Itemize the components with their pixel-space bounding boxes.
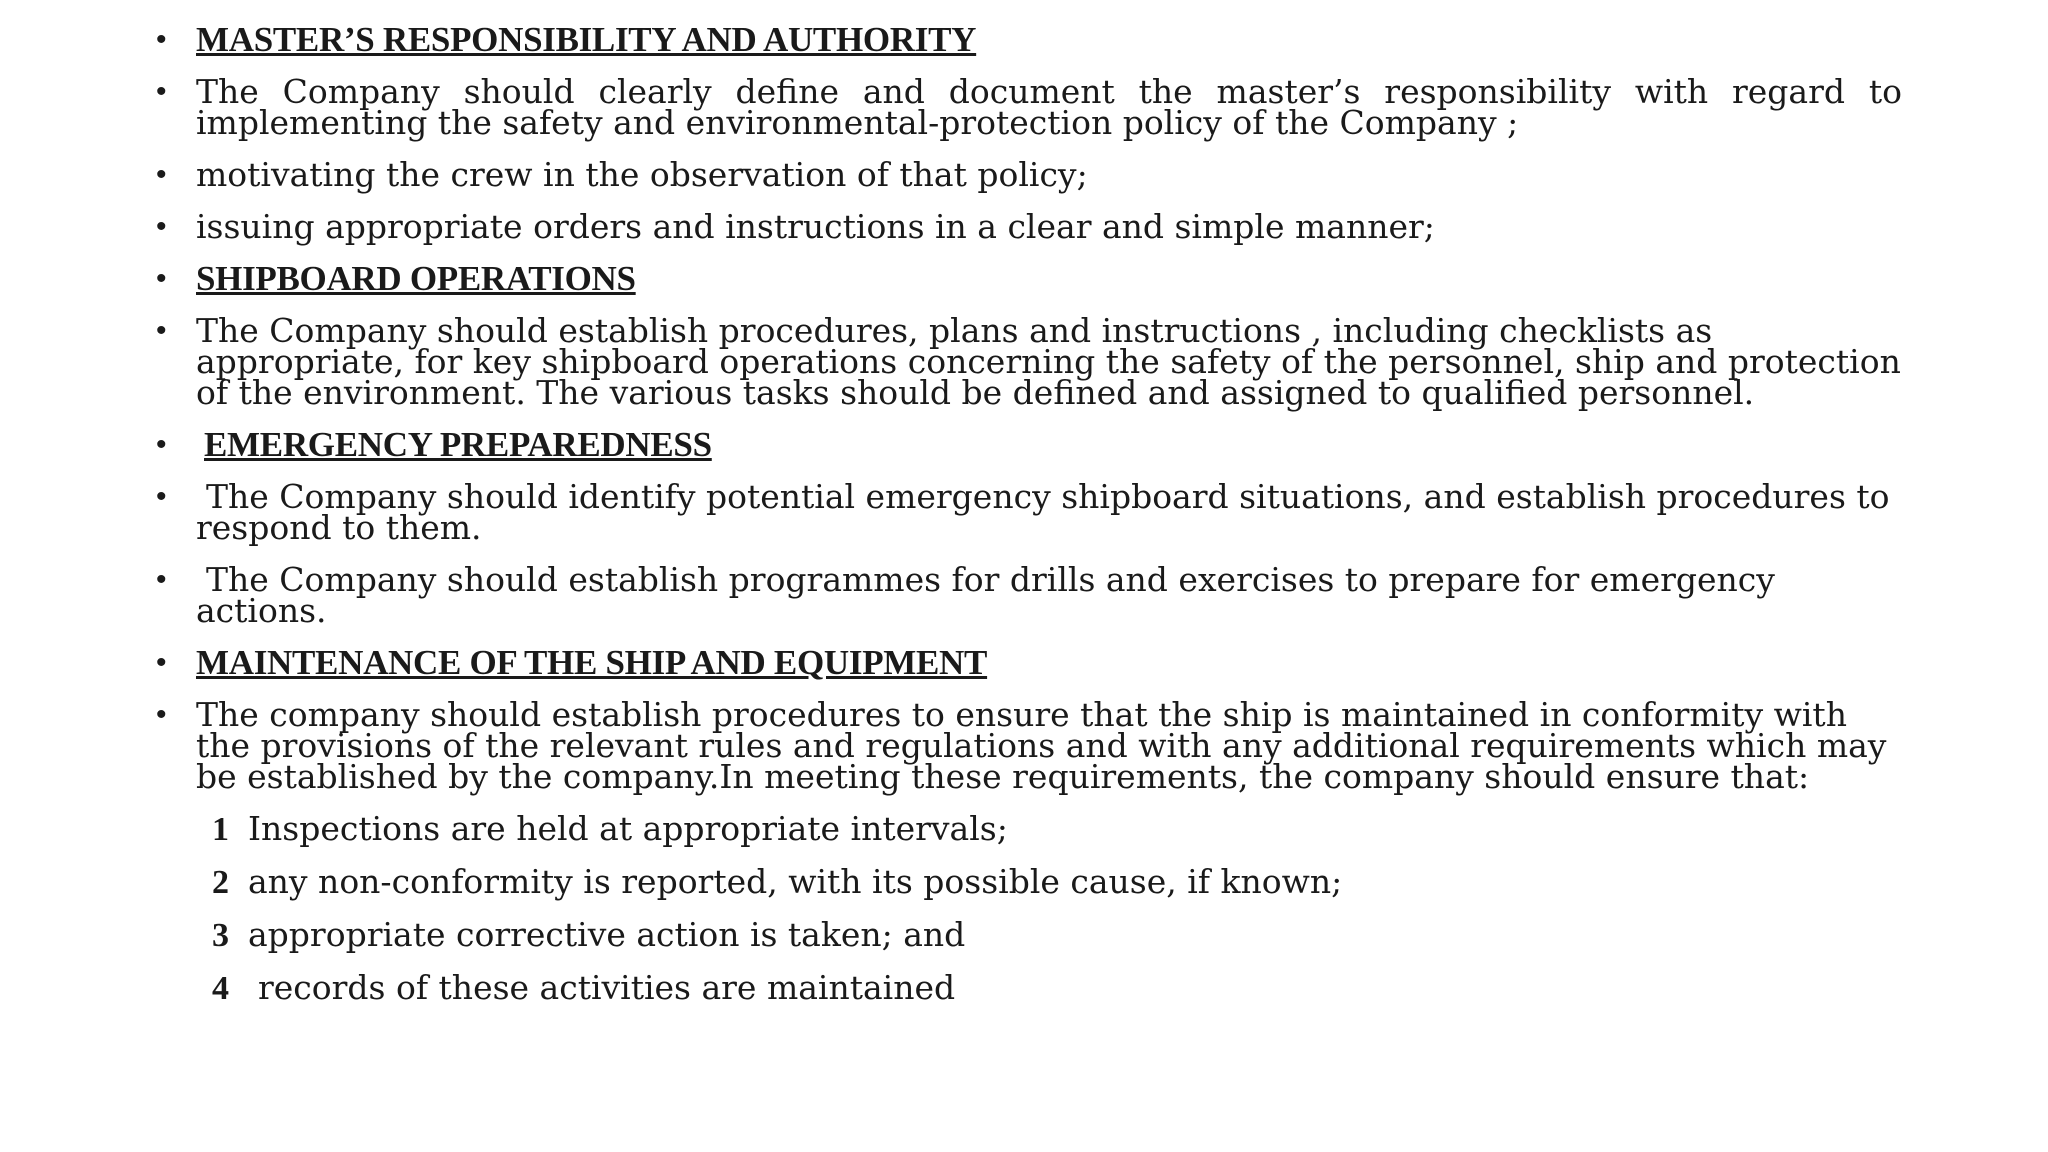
bullet-item <box>152 72 1902 142</box>
bullet-text: The Company should identify potential emergency shipboard situations, and establish procedures to respond to them. <box>196 477 1890 547</box>
bullet-icon: • <box>156 262 167 295</box>
numbered-list <box>152 809 1902 1007</box>
bullet-icon: • <box>156 698 167 731</box>
heading-text: MASTER’S RESPONSIBILITY AND AUTHORITY <box>196 20 977 59</box>
bullet-text: issuing appropriate orders and instructions in a clear and simple manner; <box>196 207 1435 246</box>
bullet-text: The Company should clearly define and document the master’s responsibility with regard to implementing the safety and environmental-protection policy of the Company ; <box>196 72 1902 142</box>
numbered-item <box>212 968 1902 1007</box>
heading-text: SHIPBOARD OPERATIONS <box>196 259 636 298</box>
number-label: 3 <box>212 917 229 954</box>
numbered-text: any non-conformity is reported, with its possible cause, if known; <box>248 862 1343 901</box>
bullet-item <box>152 477 1902 547</box>
section-heading-maintenance <box>152 643 1902 682</box>
number-label: 1 <box>212 811 229 848</box>
bullet-icon: • <box>156 23 167 56</box>
bullet-text: The Company should establish procedures, plans and instructions , including checklists as appropriate, for key shipboard operations concerning the safety of the personnel, ship and protection of the environment. The various tasks should be defined and assigned to qualified personnel. <box>196 311 1901 412</box>
numbered-item <box>212 809 1902 848</box>
section-heading-shipboard-operations <box>152 259 1902 298</box>
bullet-text: The Company should establish programmes for drills and exercises to prepare for emergency actions. <box>196 560 1775 630</box>
bullet-icon: • <box>156 75 167 108</box>
bullet-icon: • <box>156 428 167 461</box>
bullet-icon: • <box>156 480 167 513</box>
numbered-text: records of these activities are maintained <box>258 968 956 1007</box>
bullet-item <box>152 155 1902 194</box>
bullet-text: The company should establish procedures to ensure that the ship is maintained in conformity with the provisions of the relevant rules and regulations and with any additional requirements which may be established by the company.In meeting these requirements, the company should ensure that: <box>196 695 1887 796</box>
bullet-icon: • <box>156 158 167 191</box>
numbered-text: appropriate corrective action is taken; and <box>248 915 966 954</box>
bullet-item <box>152 207 1902 246</box>
bullet-item <box>152 311 1902 412</box>
bullet-item <box>152 695 1902 796</box>
bullet-icon: • <box>156 314 167 347</box>
bullet-icon: • <box>156 563 167 596</box>
bullet-text: motivating the crew in the observation of that policy; <box>196 155 1088 194</box>
section-heading-masters-responsibility <box>152 20 1902 59</box>
bullet-icon: • <box>156 210 167 243</box>
bullet-item <box>152 560 1902 630</box>
numbered-text: Inspections are held at appropriate intervals; <box>248 809 1008 848</box>
number-label: 2 <box>212 864 229 901</box>
bullet-icon: • <box>156 646 167 679</box>
bullet-list <box>152 20 1902 1025</box>
heading-text: MAINTENANCE OF THE SHIP AND EQUIPMENT <box>196 643 988 682</box>
numbered-item <box>212 915 1902 954</box>
numbered-list-container <box>152 809 1902 1007</box>
heading-text: EMERGENCY PREPAREDNESS <box>204 425 712 464</box>
numbered-item <box>212 862 1902 901</box>
number-label: 4 <box>212 970 229 1007</box>
section-heading-emergency-preparedness <box>152 425 1902 464</box>
